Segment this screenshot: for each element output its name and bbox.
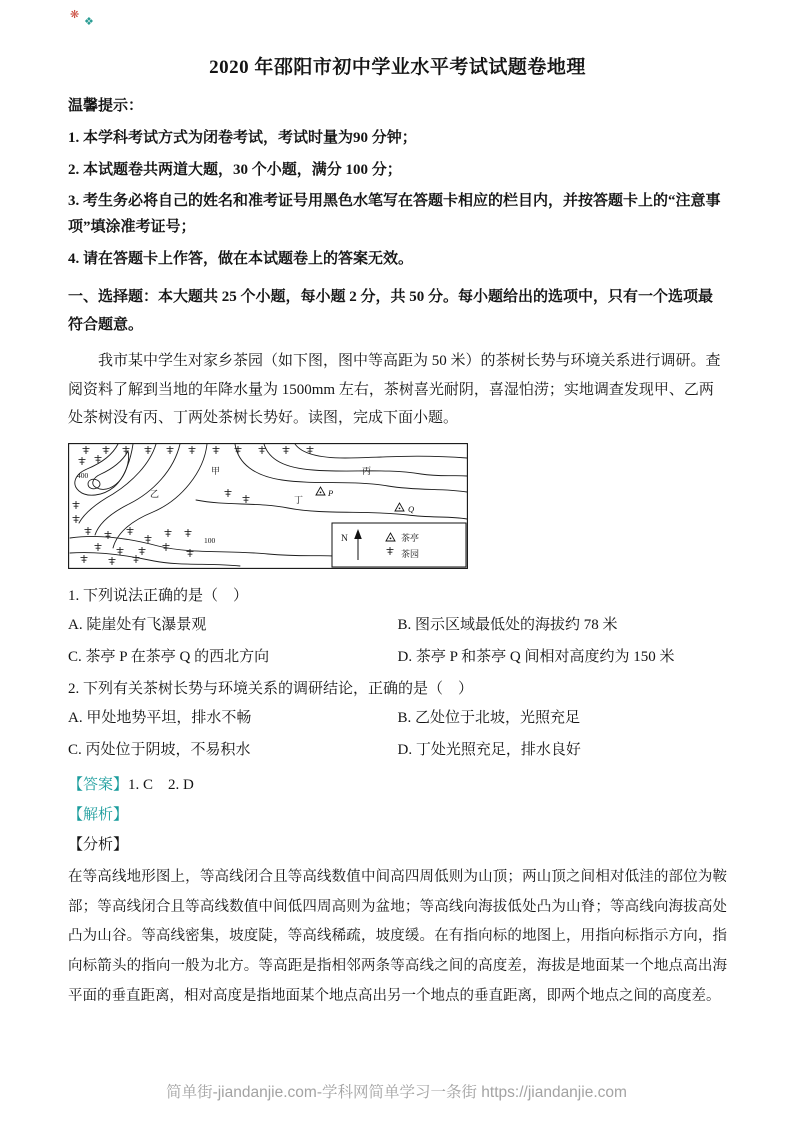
pavilion-label-q: Q	[408, 503, 415, 514]
analysis-tag: 【分析】	[68, 836, 129, 853]
notice-item-3: 3. 考生务必将自己的姓名和准考证号用黑色水笔写在答题卡相应的栏目内，并按答题卡上的“注意事项”填涂准考证号；	[68, 193, 721, 236]
legend-pavilion-label: 茶亭	[401, 532, 420, 543]
answer-values: 1. C 2. D	[128, 776, 194, 793]
question-2-option-a: A. 甲处地势平坦，排水不畅	[68, 709, 252, 726]
legend-box	[332, 523, 466, 567]
north-label: N	[341, 533, 348, 544]
question-passage: 我市某中学生对家乡茶园（如下图，图中等高距为 50 米）的茶树长势与环境关系进行调研。查阅资料了解到当地的年降水量为 1500mm 左右，茶树喜光耐阴，喜湿怕涝；实地调查发现甲、乙两处茶树没有丙、丁两处茶树长势好。读图，完成下面小题。	[68, 353, 721, 427]
question-2-option-c: C. 丙处位于阴坡，不易积水	[68, 741, 251, 758]
notice-item-1: 1. 本学科考试方式为闭卷考试，考试时量为90 分钟；	[68, 129, 417, 146]
section-heading: 一、选择题：本大题共 25 个小题，每小题 2 分，共 50 分。每小题给出的选项中，只有一个选项最符合题意。	[68, 288, 714, 333]
question-2-options	[68, 706, 727, 762]
point-label-bing: 丙	[362, 465, 372, 476]
corner-teal-icon: ❖	[83, 16, 94, 28]
question-1-option-d: D. 茶亭 P 和茶亭 Q 间相对高度约为 150 米	[397, 648, 675, 665]
legend-garden-label: 茶园	[401, 548, 420, 559]
answer-line	[68, 773, 727, 794]
answer-tag: 【答案】	[68, 776, 129, 793]
point-label-ding: 丁	[294, 494, 304, 505]
notice-item-2: 2. 本试题卷共两道大题，30 个小题，满分 100 分；	[68, 161, 402, 178]
contour-map-figure	[68, 443, 727, 574]
elevation-label-400: 400	[77, 470, 89, 480]
analysis-text: 在等高线地形图上，等高线闭合且等高线数值中间高四周低则为山顶；两山顶之间相对低洼的部位为鞍部；等高线闭合且等高线数值中间低四周高则为盆地；等高线向海拔低处凸为山脊；等高线向海拔高处凸为山谷。等高线密集，坡度陡，等高线稀疏，坡度缓。在有指向标的地图上，用指向标指示方向，指向标箭头的指向一般为北方。等高距是指相邻两条等高线之间的高度差，海拔是地面某一个地点高出海平面的垂直距离，相对高度是指地面某个地点高出另一个地点的垂直距离，即两个地点之间的高度差。	[68, 868, 727, 1004]
question-2-stem: 2. 下列有关茶树长势与环境关系的调研结论，正确的是（ ）	[68, 680, 474, 697]
contour-map	[68, 443, 468, 569]
page-title: 2020 年邵阳市初中学业水平考试试题卷地理	[209, 57, 586, 78]
corner-red-icon: ❋	[70, 9, 80, 21]
notice-block	[68, 94, 727, 273]
notice-heading: 温馨提示：	[68, 98, 144, 114]
map-legend	[332, 523, 466, 567]
elevation-label-100: 100	[204, 535, 216, 545]
pavilion-label-p: P	[328, 487, 334, 498]
question-2-option-d: D. 丁处光照充足，排水良好	[397, 741, 581, 758]
question-1-options	[68, 613, 727, 669]
explanation-tag: 【解析】	[68, 806, 129, 823]
point-label-yi: 乙	[150, 488, 160, 499]
corner-watermark	[70, 7, 94, 28]
question-1-stem: 1. 下列说法正确的是（ ）	[68, 587, 249, 604]
point-label-jia: 甲	[211, 465, 221, 476]
question-1-option-a: A. 陡崖处有飞瀑景观	[68, 616, 207, 633]
question-2-option-b: B. 乙处位于北坡，光照充足	[397, 709, 581, 726]
footer-watermark: 简单街-jiandanjie.com-学科网简单学习一条街 https://jiandanjie.com	[166, 1084, 627, 1101]
question-1-option-b: B. 图示区域最低处的海拔约 78 米	[397, 616, 618, 633]
notice-item-4: 4. 请在答题卡上作答，做在本试题卷上的答案无效。	[68, 250, 414, 267]
question-1-option-c: C. 茶亭 P 在茶亭 Q 的西北方向	[68, 648, 270, 665]
